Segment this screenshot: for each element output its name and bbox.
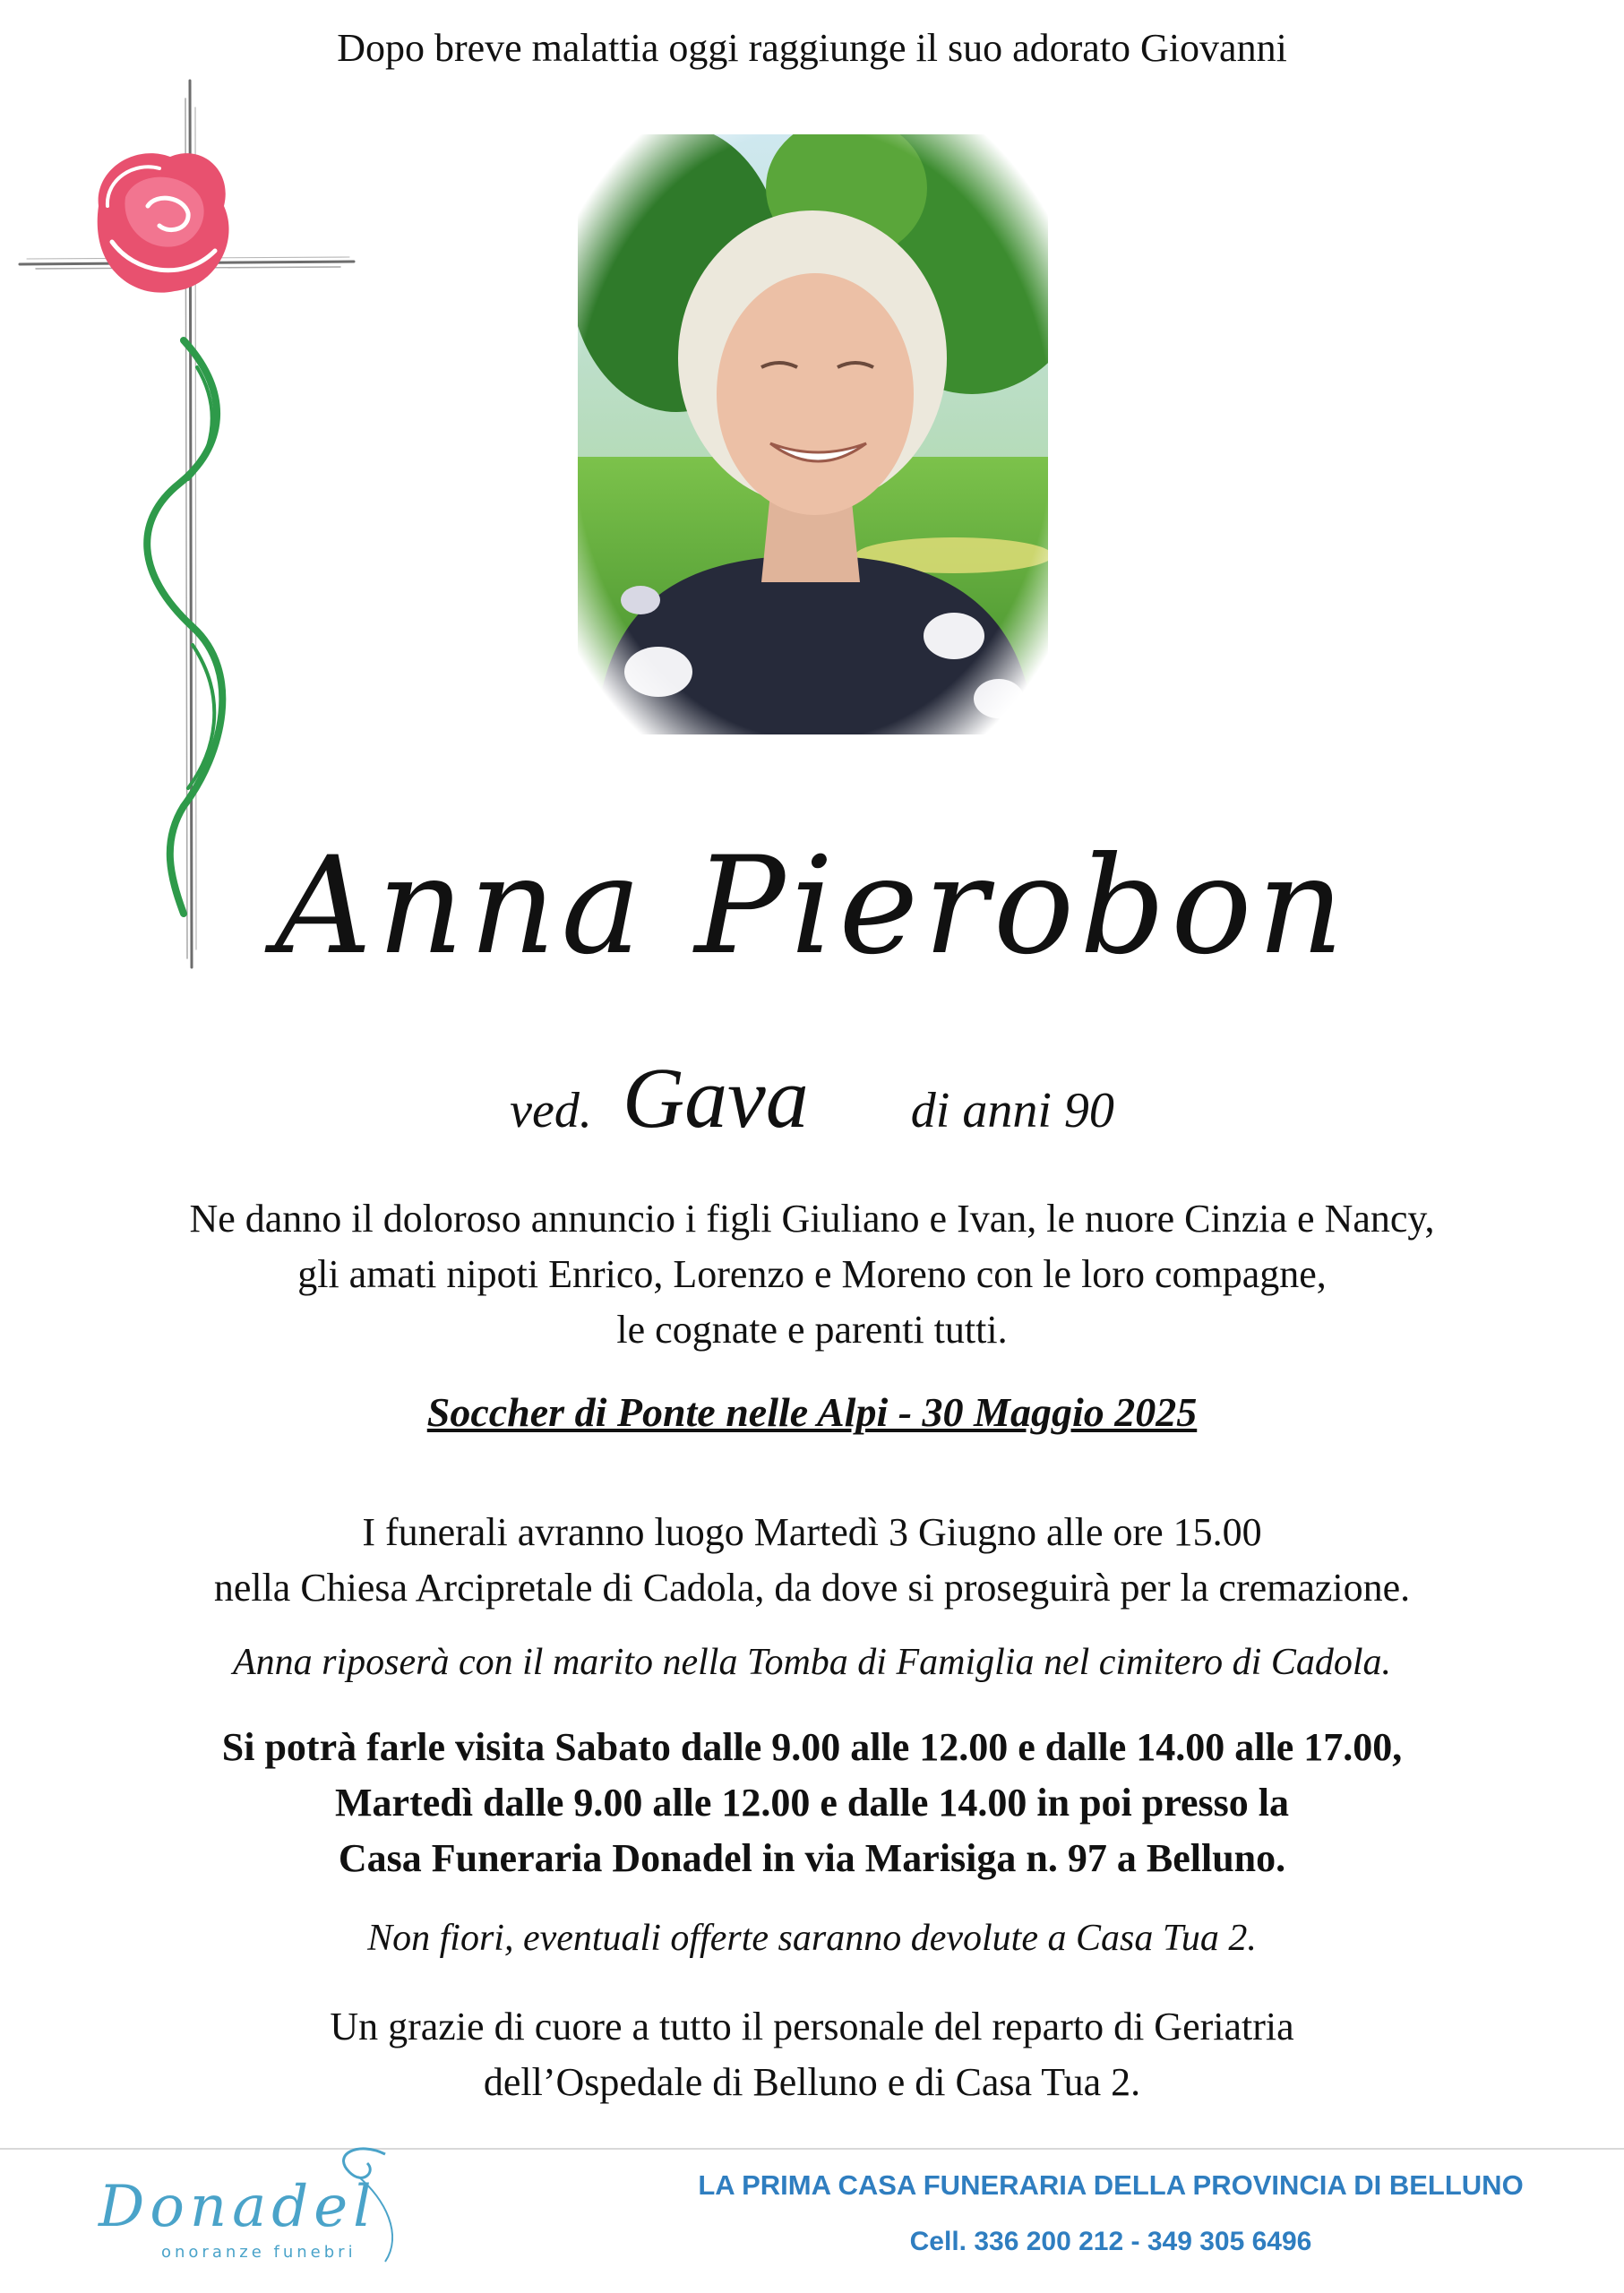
thanks-block <box>0 1999 1624 2110</box>
funeral-block <box>0 1505 1624 1616</box>
thanks-line: dell’Ospedale di Belluno e di Casa Tua 2. <box>483 2060 1141 2104</box>
visits-line: Martedì dalle 9.00 alle 12.00 e dalle 14.00 in poi presso la <box>335 1781 1289 1825</box>
thanks-line: Un grazie di cuore a tutto il personale del reparto di Geriatria <box>330 2005 1294 2048</box>
visits-line: Si potrà farle visita Sabato dalle 9.00 alle 12.00 e dalle 14.00 alle 17.00, <box>221 1725 1403 1769</box>
age-text: di anni 90 <box>910 1083 1114 1138</box>
visits-line: Casa Funeraria Donadel in via Marisiga n. 97 a Belluno. <box>338 1836 1286 1880</box>
logo-name: Donadel <box>99 2174 377 2240</box>
funeral-line: I funerali avranno luogo Martedì 3 Giugno alle ore 15.00 <box>362 1510 1262 1554</box>
footer-phones: Cell. 336 200 212 - 349 305 6496 <box>909 2227 1312 2256</box>
portrait-photo <box>578 134 1048 734</box>
deceased-subtitle <box>0 1048 1624 1147</box>
donadel-logo <box>90 2136 466 2271</box>
announcement-line: Ne danno il doloroso annuncio i figli Giuliano e Ivan, le nuore Cinzia e Nancy, <box>189 1197 1435 1241</box>
married-name: Gava <box>622 1050 809 1146</box>
funeral-line: nella Chiesa Arcipretale di Cadola, da dove si proseguirà per la cremazione. <box>213 1566 1411 1610</box>
widow-prefix: ved. <box>510 1083 592 1138</box>
logo-subtitle: onoranze funebri <box>161 2243 357 2262</box>
deceased-name: Anna Pierobon <box>274 829 1350 984</box>
announcement-block <box>0 1191 1624 1358</box>
place-date <box>0 1388 1624 1436</box>
resting-place-text: Anna riposerà con il marito nella Tomba di Famiglia nel cimitero di Cadola. <box>232 1642 1392 1683</box>
announcement-line: gli amati nipoti Enrico, Lorenzo e Moreno con le loro compagne, <box>297 1252 1327 1296</box>
place-date-text: Soccher di Ponte nelle Alpi - 30 Maggio 2025 <box>426 1389 1198 1435</box>
flowers-note: Non fiori, eventuali offerte saranno devolute a Casa Tua 2. <box>367 1918 1257 1959</box>
announcement-line: le cognate e parenti tutti. <box>616 1308 1008 1352</box>
footer-slogan: LA PRIMA CASA FUNERARIA DELLA PROVINCIA DI BELLUNO <box>698 2169 1524 2201</box>
intro-text: Dopo breve malattia oggi raggiunge il suo adorato Giovanni <box>337 26 1287 70</box>
visits-block <box>0 1720 1624 1886</box>
